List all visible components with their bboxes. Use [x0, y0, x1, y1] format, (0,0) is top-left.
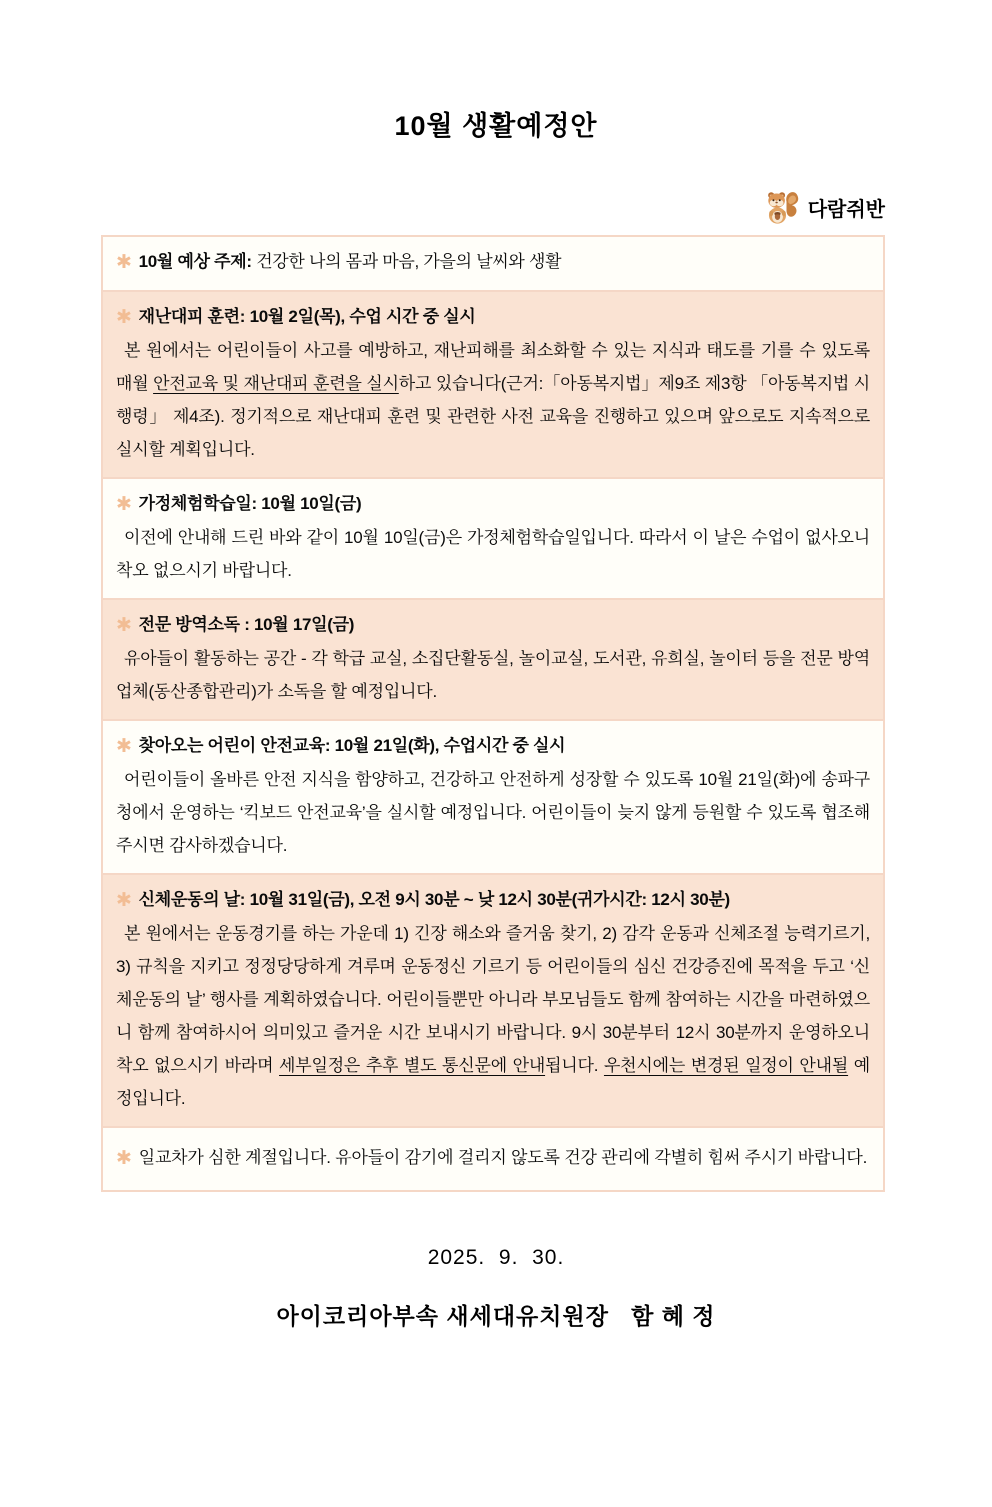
section-visiting-safety-education — [103, 721, 883, 875]
body-segment: 유아들이 활동하는 공간 - 각 학급 교실, 소집단활동실, 놀이교실, 도서관, 유희실, 놀이터 등을 전문 방역업체(동산종합관리)가 소독을 할 예정입니다. — [116, 649, 870, 701]
section-body — [116, 642, 870, 708]
section-title: 신체운동의 날: 10월 31일(금), 오전 9시 30분 ~ 낮 12시 30분(귀가시간: 12시 30분) — [138, 890, 730, 909]
section-physical-activity-day — [103, 875, 883, 1128]
section-body — [116, 763, 870, 862]
section-evacuation-drill — [103, 292, 883, 479]
section-home-experience-day — [103, 479, 883, 600]
section-heading — [116, 884, 870, 917]
body-segment: 됩니다. — [545, 1056, 604, 1075]
section-title: 전문 방역소독 : 10월 17일(금) — [138, 615, 355, 634]
section-health-note — [103, 1128, 883, 1190]
section-heading — [116, 730, 870, 763]
section-heading — [116, 609, 870, 642]
section-title-rest: 건강한 나의 몸과 마음, 가을의 날씨와 생활 — [251, 252, 562, 271]
flower-bullet-icon: ✱ — [116, 736, 132, 757]
notice-table — [101, 235, 885, 1192]
body-segment: 이전에 안내해 드린 바와 같이 10월 10일(금)은 가정체험학습일입니다. 따라서 이 날은 수업이 없사오니 착오 없으시기 바랍니다. — [116, 528, 870, 580]
body-segment: 어린이들이 올바른 안전 지식을 함양하고, 건강하고 안전하게 성장할 수 있도록 10월 21일(화)에 송파구청에서 운영하는 ‘킥보드 안전교육’을 실시할 예정입니다. 어린이들이 늦지 않게 등원할 수 있도록 협조해주시면 감사하겠습니다. — [116, 770, 870, 855]
body-segment: 하고 있습니다(근거:「아동복지법」제9조 제3항 「아동복지법 시행령」 제4조). 정기적으로 재난대피 훈련 및 관련한 사전 교육을 진행하고 있으며 앞으로도 지속적으로 실시할 계획입니다. — [116, 374, 871, 459]
section-title: 재난대피 훈련: 10월 2일(목), 수업 시간 중 실시 — [138, 307, 476, 326]
notice-page — [0, 104, 992, 1507]
section-body — [116, 917, 870, 1115]
flower-bullet-icon: ✱ — [116, 890, 132, 911]
flower-bullet-icon: ✱ — [116, 494, 132, 515]
body-segment: 예정입니다. — [116, 1056, 870, 1108]
section-heading — [116, 246, 870, 279]
flower-bullet-icon: ✱ — [116, 615, 132, 636]
section-title: 가정체험학습일: 10월 10일(금) — [138, 494, 362, 513]
section-monthly-topic — [103, 237, 883, 292]
section-disinfection — [103, 600, 883, 721]
section-heading — [116, 488, 870, 521]
body-segment: 본 원에서는 어린이들이 사고를 예방하고, 재난피해를 최소화할 수 있는 지식과 태도를 기를 수 있도록 매월 — [116, 341, 870, 393]
flower-bullet-icon: ✱ — [116, 307, 132, 328]
page-title: 10월 생활예정안 — [394, 111, 598, 141]
section-body — [116, 334, 870, 466]
section-heading — [116, 301, 870, 334]
class-badge — [101, 189, 885, 225]
section-body — [116, 521, 870, 587]
body-segment: 일교차가 심한 계절입니다. 유아들이 감기에 걸리지 않도록 건강 관리에 각별히 힘써 주시기 바랍니다. — [138, 1148, 868, 1167]
class-name-label: 다람쥐반 — [807, 198, 885, 221]
flower-bullet-icon: ✱ — [116, 252, 132, 273]
body-segment: 본 원에서는 운동경기를 하는 가운데 1) 긴장 해소와 즐거움 찾기, 2) 감각 운동과 신체조절 능력기르기, 3) 규칙을 지키고 정정당당하게 겨루며 운동정신 기르기 등 어린이들의 심신 건강증진에 목적을 두고 ‘신체운동의 날’ 행사를 계획하였습니다. 어린이들뿐만 아니라 부모님들도 함께 참여하는 시간을 마련하였으니 함께 참여하시어 의미있고 즐거운 시간 보내시기 바랍니다. 9시 30분부터 12시 30분까지 운영하오니 착오 없으시기 바라며 — [116, 924, 870, 1075]
body-segment-underlined: 안전교육 및 재난대피 훈련을 실시 — [153, 374, 399, 393]
footer-date: 2025. 9. 30. — [427, 1246, 565, 1269]
section-body — [116, 1137, 870, 1179]
squirrel-icon — [763, 189, 801, 225]
section-title: 찾아오는 어린이 안전교육: 10월 21일(화), 수업시간 중 실시 — [138, 736, 566, 755]
flower-bullet-icon: ✱ — [116, 1148, 132, 1169]
section-title: 10월 예상 주제: — [138, 252, 252, 271]
body-segment-underlined: 우천시에는 변경된 일정이 안내될 — [603, 1056, 849, 1075]
body-segment-underlined: 세부일정은 추후 별도 통신문에 안내 — [279, 1056, 546, 1075]
footer-signature: 아이코리아부속 새세대유치원장 함 혜 정 — [276, 1303, 716, 1329]
